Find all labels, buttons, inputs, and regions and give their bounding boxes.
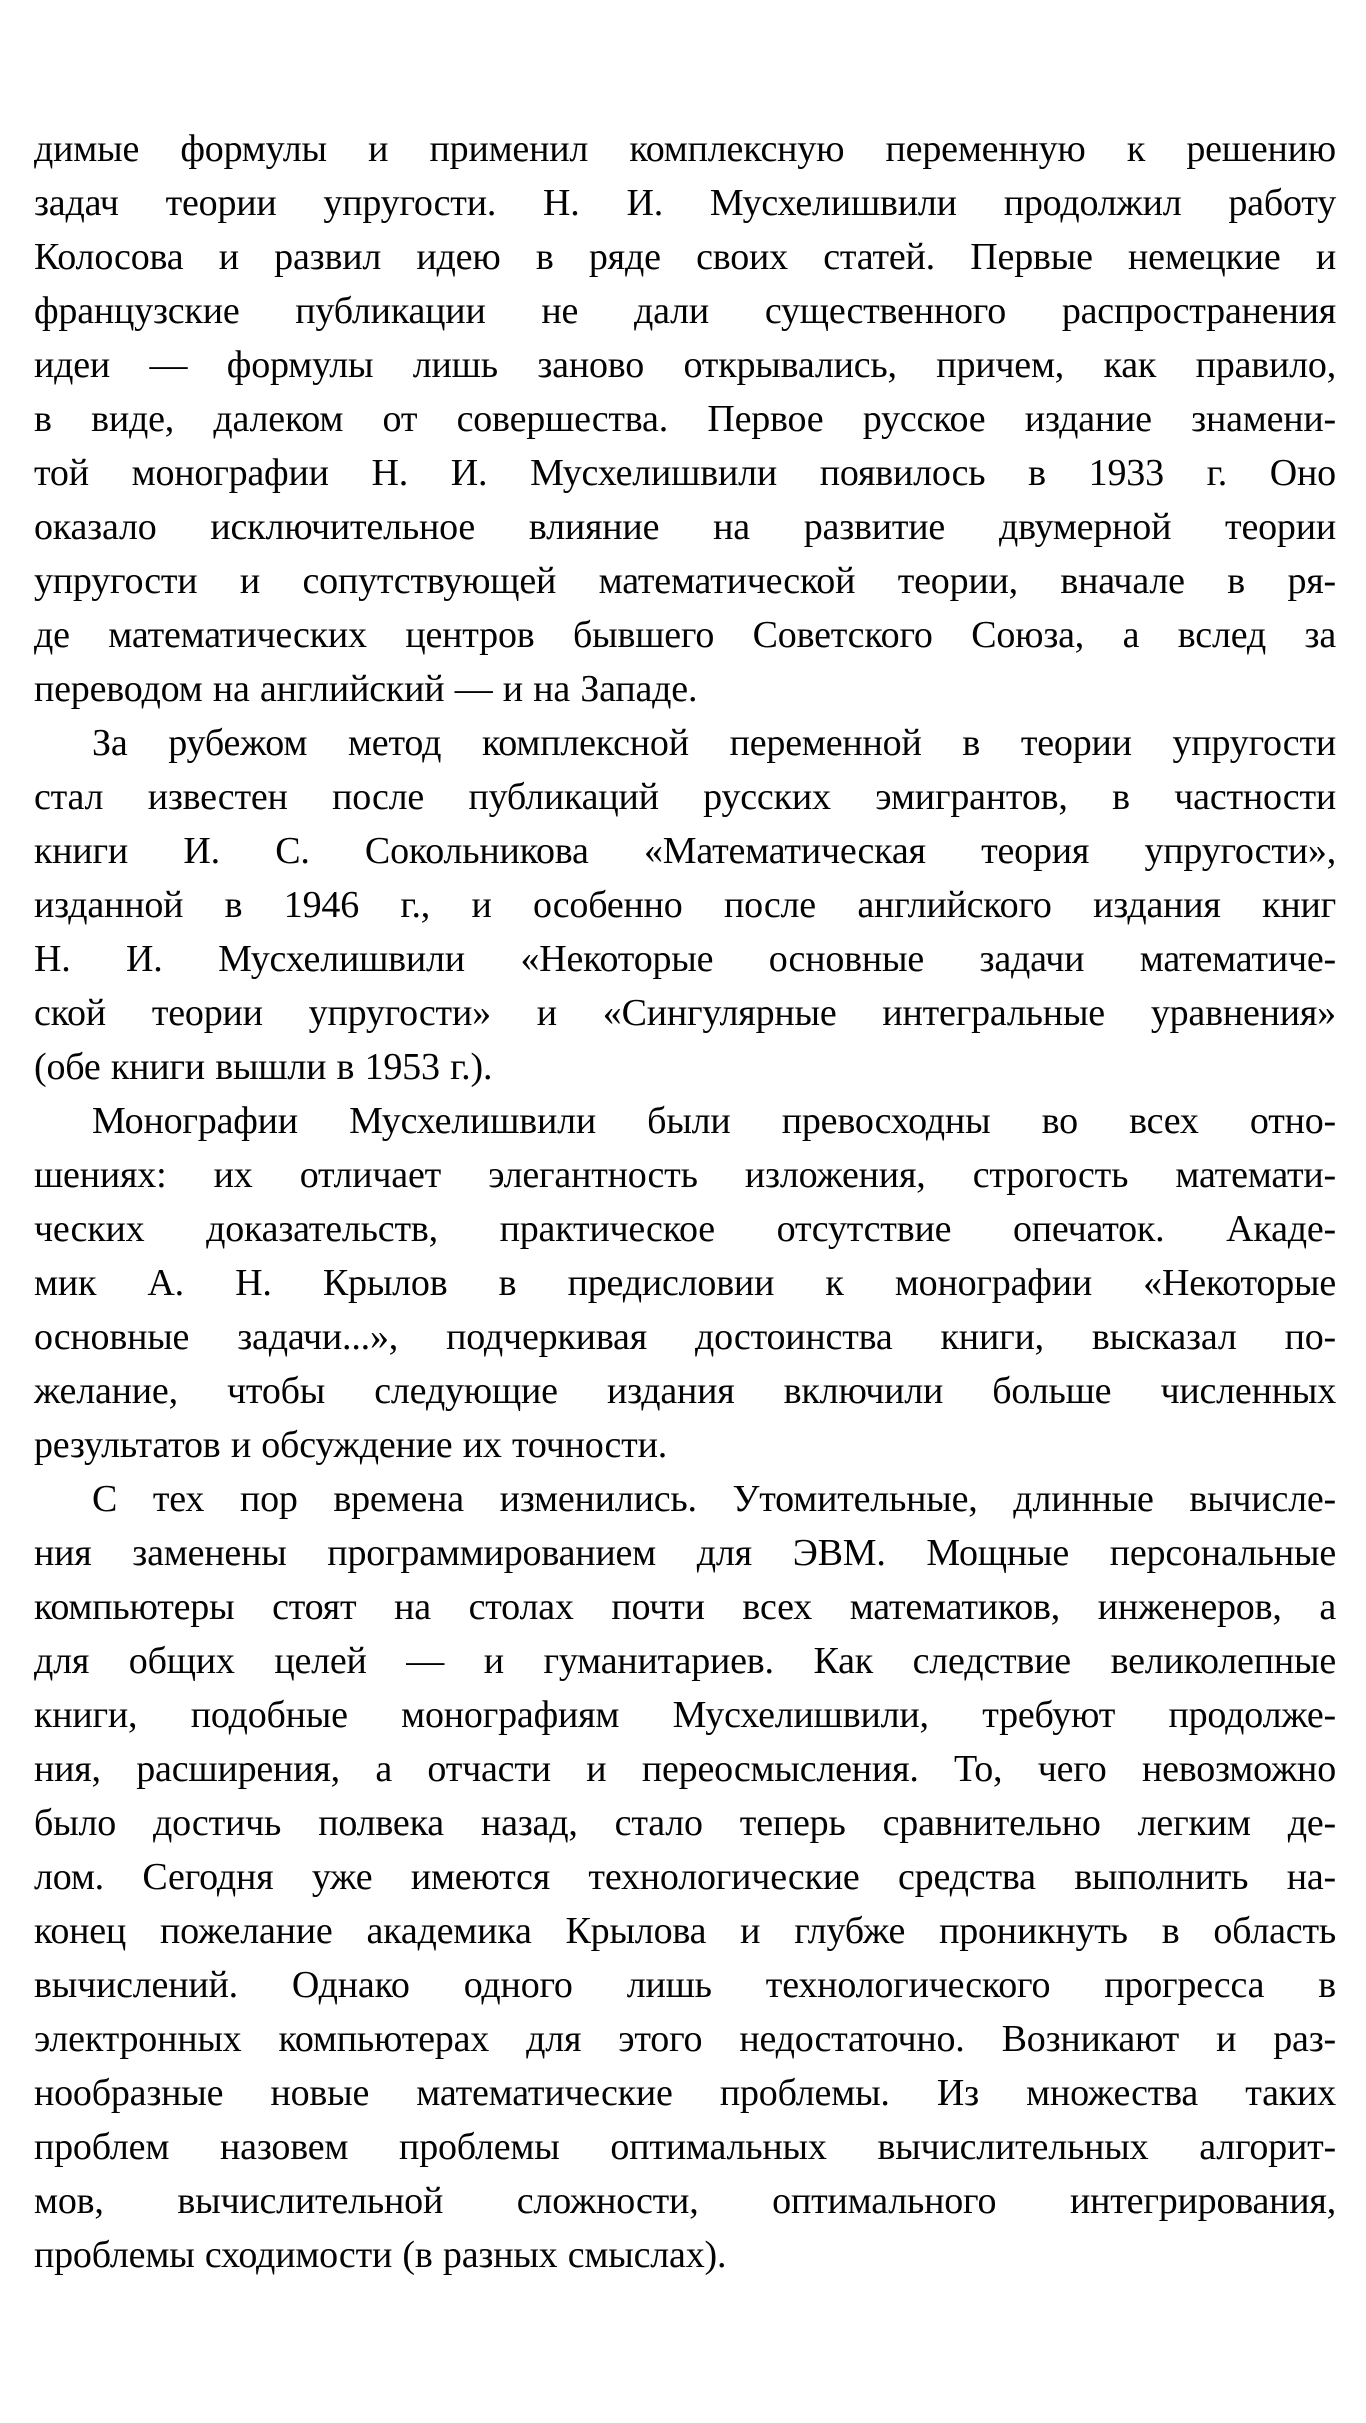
text-line: ния заменены программированием для ЭВМ. Мощные персональные: [34, 1532, 1336, 1574]
text-line: было достичь полвека назад, стало теперь сравнительно легким де-: [34, 1802, 1336, 1844]
text-line: упругости и сопутствующей математической теории, вначале в ря-: [34, 560, 1336, 602]
text-line: желание, чтобы следующие издания включили больше численных: [34, 1370, 1336, 1412]
text-line: переводом на английский — и на Западе.: [34, 668, 698, 710]
text-line: компьютеры стоят на столах почти всех математиков, инженеров, а: [34, 1586, 1336, 1628]
text-line: основные задачи...», подчеркивая достоинства книги, высказал по-: [34, 1316, 1336, 1358]
text-line: конец пожелание академика Крылова и глубже проникнуть в область: [34, 1910, 1336, 1952]
text-line: лом. Сегодня уже имеются технологические средства выполнить на-: [34, 1856, 1336, 1898]
text-line: За рубежом метод комплексной переменной в теории упругости: [92, 722, 1336, 764]
paragraph: [34, 1472, 1336, 2282]
text-line: нообразные новые математические проблемы. Из множества таких: [34, 2072, 1336, 2114]
text-line: изданной в 1946 г., и особенно после английского издания книг: [34, 884, 1336, 926]
text-line: Монографии Мусхелишвили были превосходны во всех отно-: [92, 1100, 1336, 1142]
text-line: ской теории упругости» и «Сингулярные интегральные уравнения»: [34, 992, 1336, 1034]
text-line: в виде, далеком от совершества. Первое русское издание знамени-: [34, 398, 1336, 440]
paragraph: [34, 122, 1336, 716]
text-line: шениях: их отличает элегантность изложения, строгость математи-: [34, 1154, 1336, 1196]
text-line: де математических центров бывшего Советского Союза, а вслед за: [34, 614, 1336, 656]
text-line: стал известен после публикаций русских эмигрантов, в частности: [34, 776, 1336, 818]
text-block: [34, 122, 1336, 2282]
text-line: оказало исключительное влияние на развитие двумерной теории: [34, 506, 1336, 548]
text-line: французские публикации не дали существенного распространения: [34, 290, 1336, 332]
text-line: ческих доказательств, практическое отсутствие опечаток. Акаде-: [34, 1208, 1336, 1250]
text-line: задач теории упругости. Н. И. Мусхелишвили продолжил работу: [34, 182, 1336, 224]
text-line: С тех пор времена изменились. Утомительные, длинные вычисле-: [92, 1478, 1336, 1520]
text-line: вычислений. Однако одного лишь технологического прогресса в: [34, 1964, 1336, 2006]
paragraph: [34, 1094, 1336, 1472]
text-line: проблем назовем проблемы оптимальных вычислительных алгорит-: [34, 2126, 1336, 2168]
text-line: (обе книги вышли в 1953 г.).: [34, 1046, 493, 1088]
text-line: для общих целей — и гуманитариев. Как следствие великолепные: [34, 1640, 1336, 1682]
text-line: книги, подобные монографиям Мусхелишвили, требуют продолже-: [34, 1694, 1336, 1736]
text-line: проблемы сходимости (в разных смыслах).: [34, 2234, 727, 2276]
text-line: той монографии Н. И. Мусхелишвили появилось в 1933 г. Оно: [34, 452, 1336, 494]
text-line: идеи — формулы лишь заново открывались, причем, как правило,: [34, 344, 1336, 386]
text-line: ния, расширения, а отчасти и переосмысления. То, чего невозможно: [34, 1748, 1336, 1790]
text-line: электронных компьютерах для этого недостаточно. Возникают и раз-: [34, 2018, 1336, 2060]
text-line: димые формулы и применил комплексную переменную к решению: [34, 128, 1336, 170]
text-line: Н. И. Мусхелишвили «Некоторые основные задачи математиче-: [34, 938, 1336, 980]
text-line: мов, вычислительной сложности, оптимального интегрирования,: [34, 2180, 1336, 2222]
text-line: результатов и обсуждение их точности.: [34, 1424, 668, 1466]
text-line: Колосова и развил идею в ряде своих статей. Первые немецкие и: [34, 236, 1336, 278]
text-line: мик А. Н. Крылов в предисловии к монографии «Некоторые: [34, 1262, 1336, 1304]
text-line: книги И. С. Сокольникова «Математическая теория упругости»,: [34, 830, 1336, 872]
paragraph: [34, 716, 1336, 1094]
